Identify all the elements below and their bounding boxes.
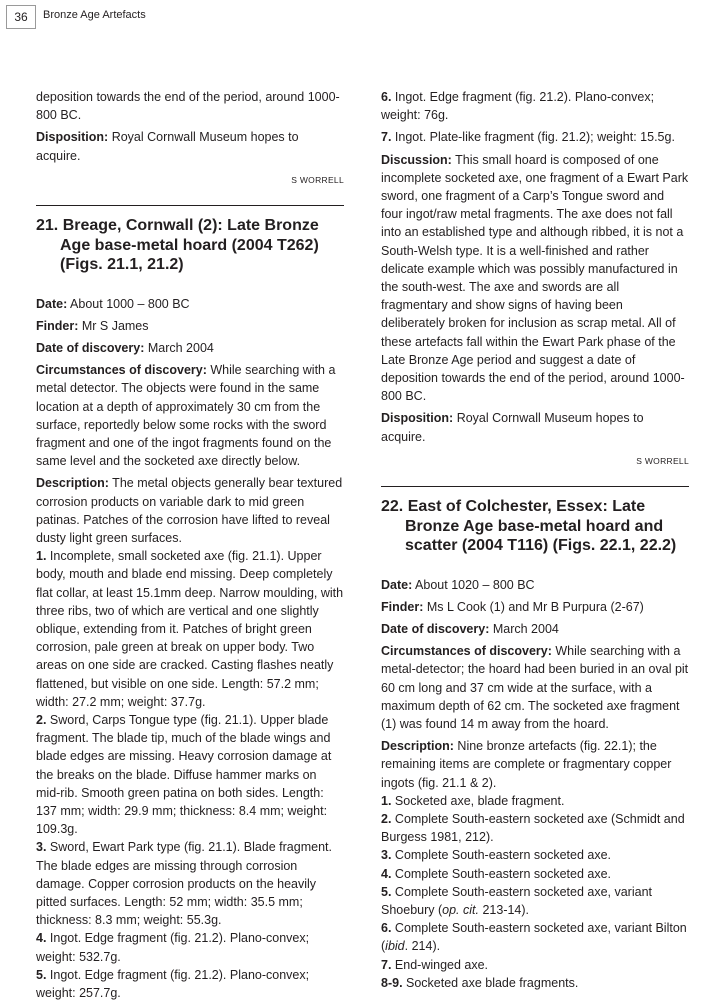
- discovery-date-line: [36, 339, 344, 357]
- item-text-tail: . 214).: [404, 939, 441, 954]
- disposition-label: Disposition:: [36, 130, 109, 145]
- list-item: [381, 810, 689, 846]
- item-number: 3.: [36, 840, 47, 855]
- item-text-tail: 213-14).: [478, 903, 530, 918]
- item-number: 6.: [381, 921, 392, 936]
- author-signature: S WORRELL: [291, 174, 344, 185]
- description: [36, 474, 344, 547]
- page-number: 36: [6, 5, 36, 29]
- disposition: [381, 409, 689, 445]
- item-number: 1.: [36, 549, 47, 564]
- discovery-date-label: Date of discovery:: [36, 340, 145, 355]
- date-label: Date:: [381, 577, 413, 592]
- description-text: The metal objects generally bear textured corrosion products on variable dark to mid green patinas. Patches of the corrosion have lifted to reveal dusty light green surfaces.: [36, 476, 343, 545]
- list-item: [381, 88, 689, 124]
- description-label: Description:: [381, 739, 454, 754]
- section-divider: [36, 205, 344, 206]
- circumstances-label: Circumstances of discovery:: [36, 363, 207, 378]
- item-number: 4.: [36, 931, 47, 946]
- description: [381, 737, 689, 792]
- entry-title: 22. East of Colchester, Essex: Late Bronze Age base-metal hoard and scatter (2004 T116) (Figs. 22.1, 22.2): [381, 498, 677, 555]
- list-item: [381, 974, 689, 992]
- disposition-label: Disposition:: [381, 411, 454, 426]
- list-item: [381, 792, 689, 810]
- section-divider: [381, 486, 689, 487]
- list-item: [36, 929, 344, 965]
- finder-text: Mr S James: [78, 318, 149, 333]
- date-text: About 1000 – 800 BC: [67, 296, 190, 311]
- discovery-date-label: Date of discovery:: [381, 621, 490, 636]
- item-text: Sword, Ewart Park type (fig. 21.1). Blade fragment. The blade edges are missing through corrosion damage. Copper corrosion products on the heavily pitted surfaces. Length: 52 mm; width: 35.5 mm; thickness: 8.3 mm; weight: 55.3g.: [36, 840, 332, 928]
- item-number: 5.: [36, 967, 47, 982]
- item-number: 5.: [381, 884, 392, 899]
- continued-paragraph: deposition towards the end of the period, around 1000-800 BC.: [36, 90, 340, 123]
- list-item: [381, 956, 689, 974]
- item-text: Ingot. Edge fragment (fig. 21.2). Plano-convex; weight: 76g.: [381, 90, 655, 123]
- author-signature: S WORRELL: [636, 455, 689, 466]
- discovery-date-text: March 2004: [144, 340, 214, 355]
- item-text: Complete South-eastern socketed axe.: [391, 848, 612, 863]
- list-item: [36, 711, 344, 838]
- finder-label: Finder:: [36, 318, 79, 333]
- item-text: Complete South-eastern socketed axe, variant Shoebury (: [381, 884, 652, 918]
- finder-line: [381, 598, 689, 616]
- discussion-text: This small hoard is composed of one incomplete socketed axe, one fragment of a Ewart Park sword, one fragment of a Carp’s Tongue sword and four ingot/raw metal fragments. The axe does not fall into an established type and although ribbed, it is not a South-Welsh type. It is a well-finished and rather delicate example which was possibly manufactured in the south-west. The axe and swords are all fragmentary and show signs of having been deliberately broken for inclusion as scrap metal. All of these artefacts fall within the Ewart Park phase of the Late Bronze Age period and suggest a date of deposition towards the end of the period, around 1000-800 BC.: [381, 152, 689, 404]
- date-line: [36, 295, 344, 313]
- item-text: Complete South-eastern socketed axe.: [391, 866, 612, 881]
- finder-line: [36, 317, 344, 335]
- item-text: Socketed axe blade fragments.: [402, 975, 579, 990]
- finder-label: Finder:: [381, 599, 424, 614]
- right-column: [381, 88, 689, 992]
- list-item: [381, 919, 689, 955]
- list-item: [36, 838, 344, 929]
- item-text: End-winged axe.: [391, 957, 489, 972]
- list-item: [381, 883, 689, 919]
- list-item: [381, 128, 689, 146]
- circumstances: [381, 642, 689, 733]
- item-text: Ingot. Plate-like fragment (fig. 21.2); weight: 15.5g.: [391, 130, 675, 145]
- description-text: Nine bronze artefacts (fig. 22.1); the remaining items are complete or fragmentary copper ingots (fig. 21.1 & 2).: [381, 739, 672, 790]
- discovery-date-text: March 2004: [489, 621, 559, 636]
- item-number: 7.: [381, 130, 392, 145]
- item-number: 8-9.: [381, 975, 403, 990]
- circumstances-text: While searching with a metal-detector; the hoard had been buried in an oval pit 60 cm long and 37 cm wide at the surface, with a maximum depth of 62 cm. The socketed axe fragment (1) was found 14 m away from the hoard.: [381, 644, 689, 731]
- item-number: 6.: [381, 90, 392, 104]
- list-item: [381, 846, 689, 864]
- circumstances-label: Circumstances of discovery:: [381, 644, 552, 659]
- item-text: Complete South-eastern socketed axe, variant Bilton (: [381, 921, 687, 954]
- date-line: [381, 576, 689, 594]
- discussion: [381, 151, 689, 406]
- list-item: [381, 865, 689, 883]
- list-item: [36, 547, 344, 711]
- list-item: [36, 966, 344, 1002]
- item-text: Incomplete, small socketed axe (fig. 21.1). Upper body, mouth and blade end missing. Deep completely flat collar, at least 15.1mm deep. Narrow moulding, with three ribs, two of which are vertical and one slightly oblique, extending from it. Patches of bright green corrosion, pale green at break on upper body. Two areas on one side are cracked. Casting flashes neatly flattened, but visible on one side. Length: 57.2 mm; width: 27.2 mm; weight: 37.7g.: [36, 549, 344, 709]
- entry-title: 21. Breage, Cornwall (2): Late Bronze Age base-metal hoard (2004 T262) (Figs. 21.1, 21.2): [36, 217, 319, 274]
- item-number: 3.: [381, 848, 392, 863]
- left-column: [36, 88, 344, 1002]
- item-number: 2.: [36, 712, 47, 727]
- item-number: 7.: [381, 957, 392, 972]
- description-block: [36, 474, 344, 1002]
- discovery-date-line: [381, 620, 689, 638]
- item-text: Sword, Carps Tongue type (fig. 21.1). Upper blade fragment. The blade tip, much of the blade wings and blade edges are missing. Heavy corrosion damage at the breaks on the blade. Diffuse hammer marks on mid-rib. Smooth green patina on both sides. Length: 137 mm; width: 29.9 mm; thickness: 8.4 mm; weight: 109.3g.: [36, 712, 332, 837]
- item-number: 2.: [381, 812, 392, 826]
- item-text: Complete South-eastern socketed axe (Schmidt and Burgess 1981, 212).: [381, 812, 685, 845]
- item-number: 4.: [381, 866, 392, 881]
- circumstances-text: While searching with a metal detector. The objects were found in the same location at a depth of approximately 30 cm from the surface, reportedly below some rocks with the sword fragment and one of the ingot fragments found on the same level and the socketed axe directly below.: [36, 363, 336, 469]
- disposition: [36, 128, 344, 164]
- item-text: Ingot. Edge fragment (fig. 21.2). Plano-convex; weight: 532.7g.: [36, 931, 310, 964]
- discussion-label: Discussion:: [381, 152, 452, 167]
- circumstances: [36, 361, 344, 470]
- item-text: Socketed axe, blade fragment.: [391, 793, 565, 808]
- description-block: [381, 737, 689, 992]
- date-label: Date:: [36, 296, 68, 311]
- running-title: Bronze Age Artefacts: [43, 9, 146, 21]
- description-label: Description:: [36, 476, 109, 491]
- date-text: About 1020 – 800 BC: [412, 577, 535, 592]
- item-number: 1.: [381, 793, 392, 808]
- italic-reference: op. cit.: [442, 903, 479, 918]
- italic-reference: ibid: [385, 939, 405, 954]
- disposition-text: Royal Cornwall Museum hopes to acquire.: [36, 130, 299, 163]
- disposition-text: Royal Cornwall Museum hopes to acquire.: [381, 411, 644, 444]
- item-text: Ingot. Edge fragment (fig. 21.2). Plano-convex; weight: 257.7g.: [36, 967, 310, 1001]
- finder-text: Ms L Cook (1) and Mr B Purpura (2-67): [423, 599, 644, 614]
